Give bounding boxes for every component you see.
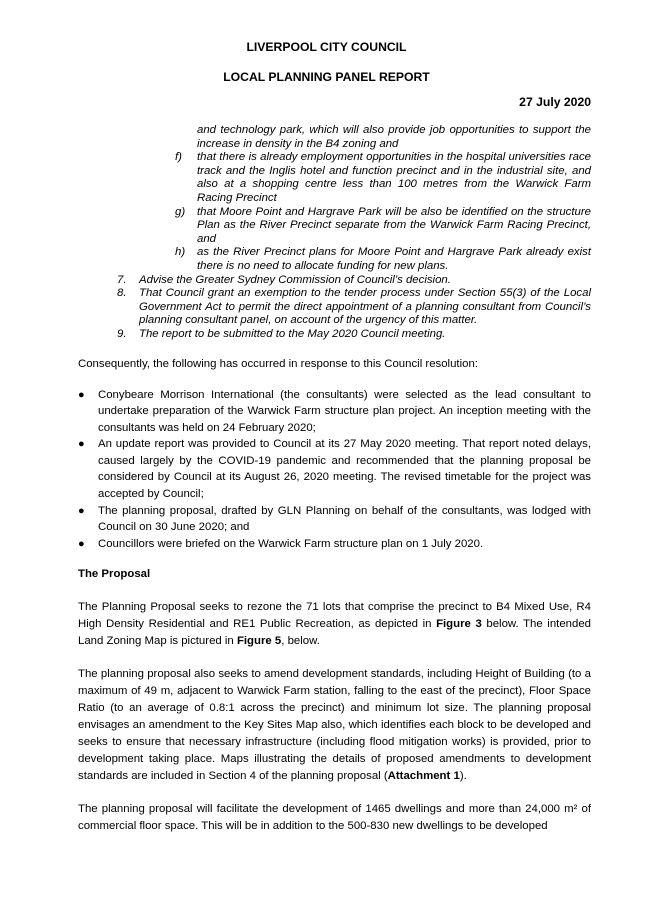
proposal-paragraph-2 <box>78 666 591 785</box>
attachment-1-ref: Attachment 1 <box>387 770 460 783</box>
resolution-subitem-g <box>78 206 591 247</box>
item-number: 7. <box>117 273 127 286</box>
report-title: LOCAL PLANNING PANEL REPORT <box>223 70 430 84</box>
list-item-text: The planning proposal, drafted by GLN Planning on behalf of the consultants, was lodged with Council on 30 June 2020; and <box>98 504 591 534</box>
list-item <box>78 536 591 553</box>
report-body <box>78 124 591 835</box>
subitem-label: g) <box>175 205 186 218</box>
list-item-text: Conybeare Morrison International (the consultants) were selected as the lead consultant to undertake preparation of the Warwick Farm structure plan project. An inception meeting with the consultants was held on 24 February 2020; <box>98 388 591 434</box>
text-run: below. The intended Land Zoning Map is pictured in <box>78 618 591 648</box>
subitem-text: that Moore Point and Hargrave Park will be also be identified on the structure Plan as the River Precinct separate from the Warwick Farm Racing Precinct, and <box>197 205 591 245</box>
subitem-label: f) <box>175 151 182 164</box>
section-heading: The Proposal <box>78 568 151 581</box>
resolution-list <box>78 124 591 342</box>
list-item <box>78 436 591 502</box>
figure-5-ref: Figure 5 <box>236 635 282 648</box>
resolution-continuation: and technology park, which will also provide job opportunities to support the increase in density in the B4 zoning and <box>197 124 591 150</box>
text-run: ). <box>459 770 467 783</box>
item-number: 9. <box>117 327 127 340</box>
subitem-text: that there is already employment opportunities in the hospital universities race track and the Inglis hotel and function precinct and in the industrial site, and also at a shopping centre less than 100 metres from the Warwick Farm Racing Precinct <box>197 151 591 204</box>
list-item-text: An update report was provided to Council at its 27 May 2020 meeting. That report noted delays, caused largely by the COVID-19 pandemic and recommended that the planning proposal be considered by Council at its August 26, 2020 meeting. The revised timetable for the project was accepted by Council; <box>98 438 591 501</box>
proposal-paragraph-3: The planning proposal will facilitate the development of 1465 dwellings and more than 24,000 m² of commercial floor space. This will be in addition to the 500-830 new dwellings to be developed <box>78 803 591 833</box>
consequence-intro: Consequently, the following has occurred in response to this Council resolution: <box>78 357 478 370</box>
council-name: LIVERPOOL CITY COUNCIL <box>246 40 407 54</box>
resolution-subitem-h <box>78 246 591 273</box>
text-run: , below. <box>281 635 320 648</box>
list-item-text: Councillors were briefed on the Warwick Farm structure plan on 1 July 2020. <box>98 537 484 550</box>
subitem-text: as the River Precinct plans for Moore Point and Hargrave Park already exist there is no need to allocate funding for new plans. <box>197 246 591 272</box>
bullet-icon: ● <box>78 504 85 517</box>
proposal-paragraph-1 <box>78 599 591 650</box>
subitem-label: h) <box>175 246 186 259</box>
list-item <box>78 503 591 536</box>
resolution-subitem-f <box>78 151 591 205</box>
consequence-bullets <box>78 387 591 553</box>
bullet-icon: ● <box>78 438 85 451</box>
item-text: That Council grant an exemption to the tender process under Section 55(3) of the Local Government Act to permit the direct appointment of a planning consultant from Council’s planning consultant panel, on account of the urgency of this matter. <box>139 287 591 327</box>
report-date: 27 July 2020 <box>519 95 591 109</box>
resolution-item-7 <box>78 274 591 288</box>
bullet-icon: ● <box>78 537 85 550</box>
bullet-icon: ● <box>78 388 85 401</box>
item-number: 8. <box>117 287 127 300</box>
figure-3-ref: Figure 3 <box>436 618 482 631</box>
item-text: Advise the Greater Sydney Commission of Council’s decision. <box>139 273 451 286</box>
resolution-item-9 <box>78 328 591 342</box>
item-text: The report to be submitted to the May 2020 Council meeting. <box>139 327 446 340</box>
list-item <box>78 387 591 437</box>
resolution-item-8 <box>78 287 591 328</box>
text-run: The Planning Proposal seeks to rezone the 71 lots that comprise the precinct to B4 Mixed Use, R4 High Density Residential and RE1 Public Recreation, as depicted in <box>78 601 591 631</box>
text-run: The planning proposal also seeks to amend development standards, including Height of Building (to a maximum of 49 m, adjacent to Warwick Farm station, falling to the east of the precinct), Floor Space Ratio (to an average of 0.8:1 across the precinct) and minimum lot size. The planning proposal envisages an amendment to the Key Sites Map also, which identifies each block to be developed and seeks to ensure that necessary infrastructure (including flood mitigation works) is provided, prior to development taking place. Maps illustrating the details of proposed amendments to development standards are included in Section 4 of the planning proposal ( <box>78 668 591 783</box>
